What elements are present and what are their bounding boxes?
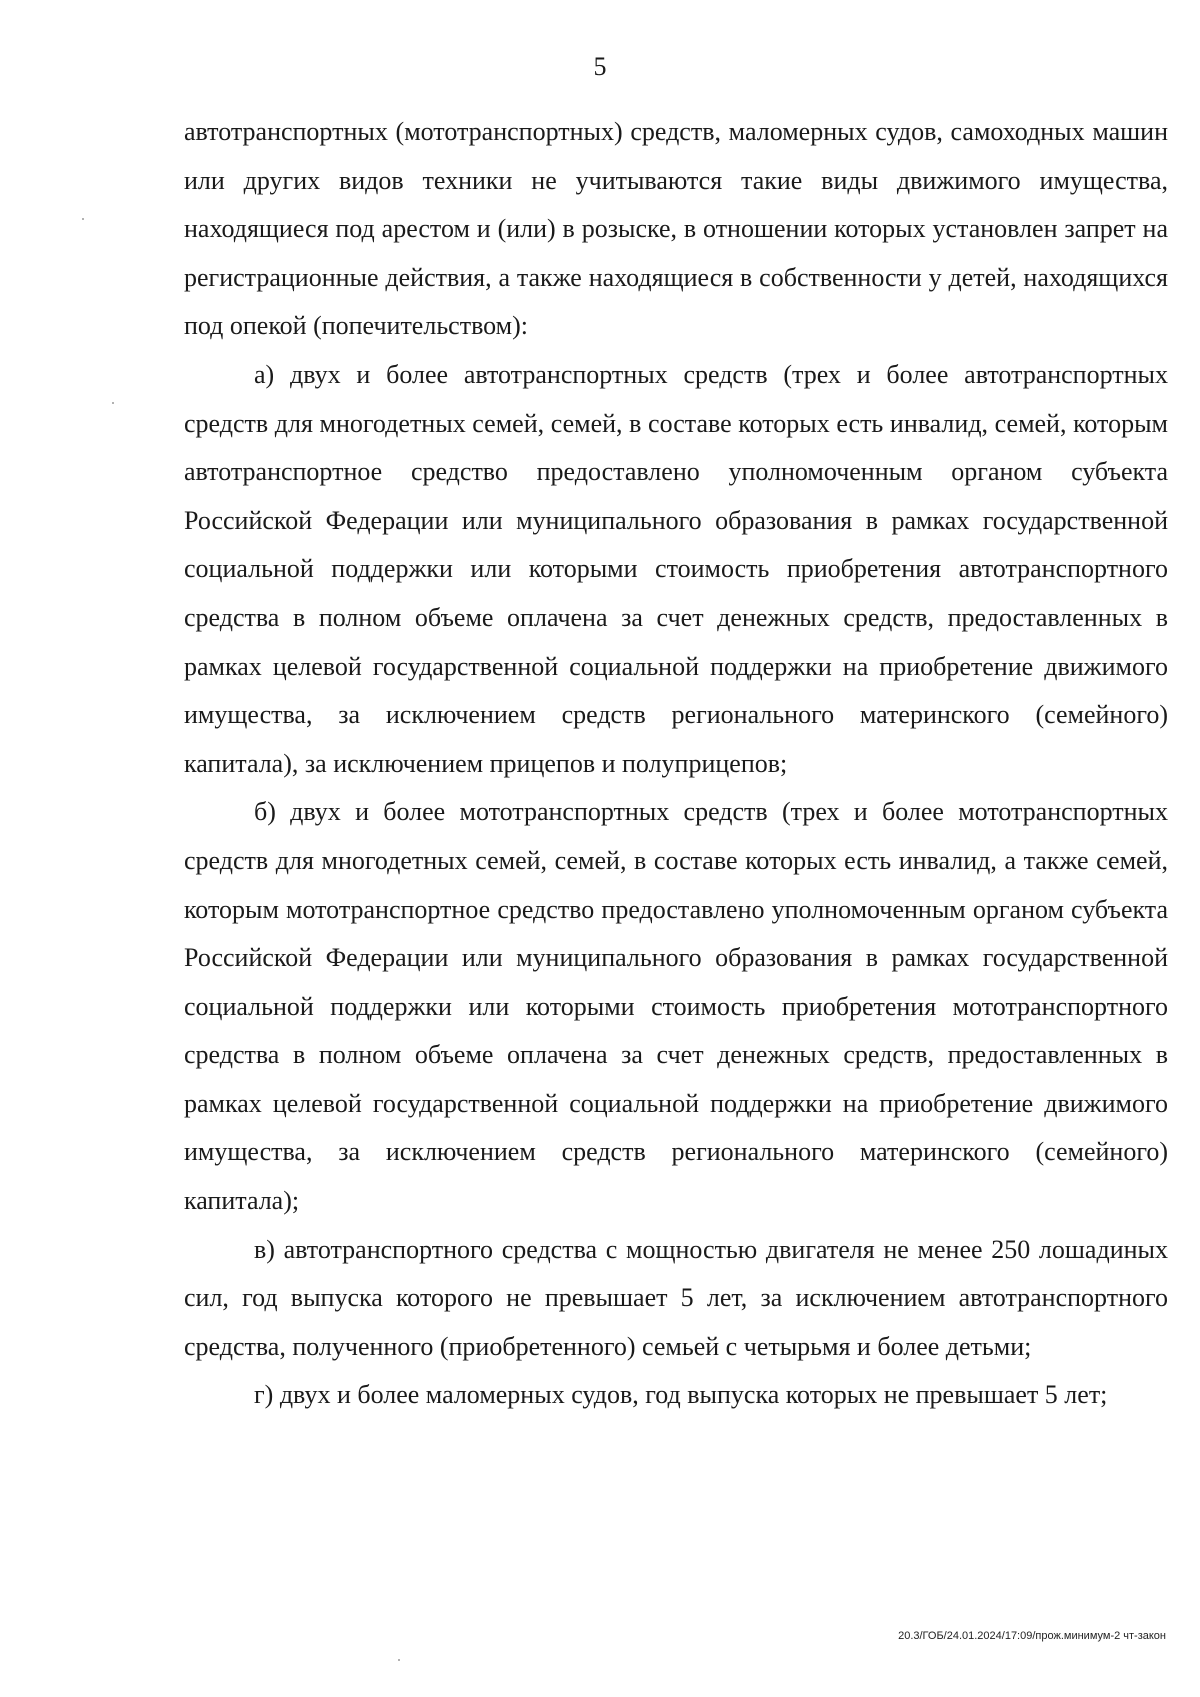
document-footer-code: 20.3/ГОБ/24.01.2024/17:09/прож.минимум-2 чт-закон: [898, 1630, 1166, 1642]
paragraph-item-b: б) двух и более мототранспортных средств (трех и более мототранспортных средств для многодетных семей, семей, в составе которых есть инвалид, а также семей, которым мототранспортное средство предоставлено уполномоченным органом субъекта Российской Федерации или муниципального образования в рамках государственной социальной поддержки или которыми стоимость приобретения мототранспортного средства в полном объеме оплачена за счет денежных средств, предоставленных в рамках целевой государственной социальной поддержки на приобретение движимого имущества, за исключением средств регионального материнского (семейного) капитала);: [184, 797, 1168, 1216]
document-body: [184, 108, 1168, 1420]
paragraph-item-g: г) двух и более маломерных судов, год выпуска которых не превышает 5 лет;: [254, 1380, 1108, 1410]
scan-speck: [82, 218, 84, 220]
scan-speck: [112, 402, 114, 404]
paragraph-item-v: в) автотранспортного средства с мощностью двигателя не менее 250 лошадиных сил, год выпуска которого не превышает 5 лет, за исключением автотранспортного средства, полученного (приобретенного) семьей с четырьмя и более детьми;: [184, 1234, 1168, 1361]
paragraph-item-a: а) двух и более автотранспортных средств (трех и более автотранспортных средств для многодетных семей, семей, в составе которых есть инвалид, семей, которым автотранспортное средство предоставлено уполномоченным органом субъекта Российской Федерации или муниципального образования в рамках государственной социальной поддержки или которыми стоимость приобретения автотранспортного средства в полном объеме оплачена за счет денежных средств, предоставленных в рамках целевой государственной социальной поддержки на приобретение движимого имущества, за исключением средств регионального материнского (семейного) капитала), за исключением прицепов и полуприцепов;: [184, 359, 1168, 778]
page-number: 5: [593, 52, 607, 81]
scan-speck: [398, 1659, 400, 1661]
paragraph-intro: автотранспортных (мототранспортных) средств, маломерных судов, самоходных машин или других видов техники не учитываются такие виды движимого имущества, находящиеся под арестом и (или) в розыске, в отношении которых установлен запрет на регистрационные действия, а также находящиеся в собственности у детей, находящихся под опекой (попечительством):: [184, 117, 1168, 341]
